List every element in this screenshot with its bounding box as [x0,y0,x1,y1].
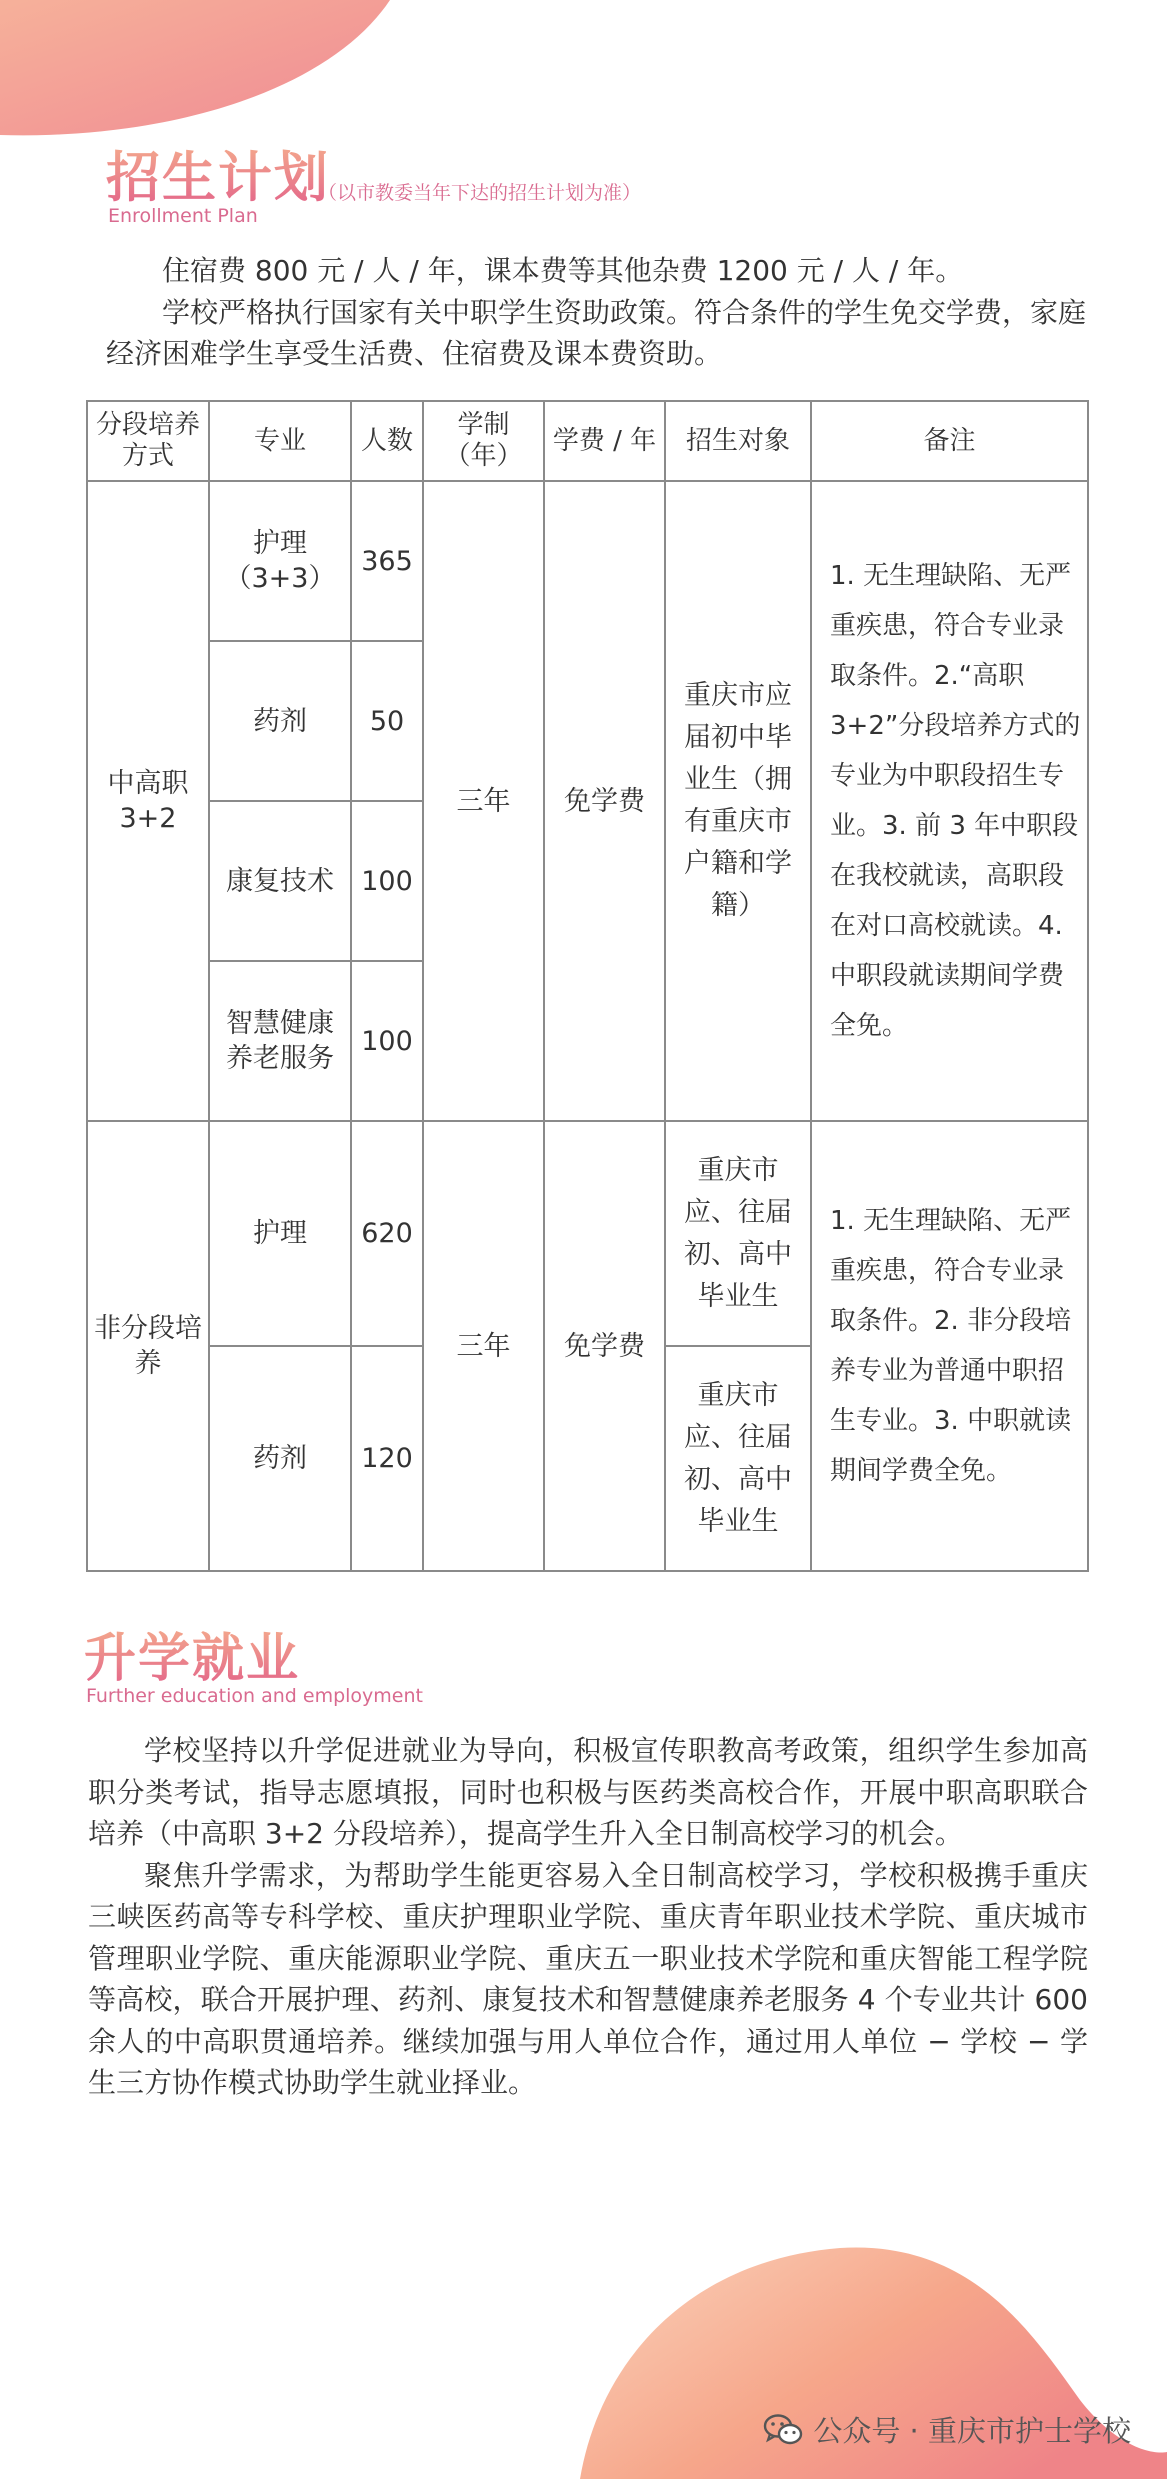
major-cell: 药剂 [209,641,351,801]
further-body [88,1730,1088,2104]
remark-cell: 1. 无生理缺陷、无严重疾患，符合专业录取条件。2.“高职 3+2”分段培养方式的专业为中职段招生专业。3. 前 3 年中职段在我校就读，高职段在对口高校就读。4. 中职段就读期间学费全免。 [811,481,1088,1121]
header-duration: 学制（年） [423,401,544,481]
major-cell: 药剂 [209,1346,351,1571]
count-cell: 620 [351,1121,423,1346]
target-cell: 重庆市应届初中毕业生（拥有重庆市户籍和学籍） [665,481,811,1121]
duration-cell: 三年 [423,1121,544,1571]
enrollment-title-note: （以市教委当年下达的招生计划为准） [318,182,642,204]
header-count: 人数 [351,401,423,481]
enrollment-intro [106,250,1086,375]
target-cell: 重庆市应、往届初、高中毕业生 [665,1121,811,1346]
table-header-row [87,401,1088,481]
enrollment-subtitle: Enrollment Plan [108,205,258,227]
aid-paragraph: 学校严格执行国家有关中职学生资助政策。符合条件的学生免交学费，家庭经济困难学生享受生活费、住宿费及课本费资助。 [106,295,1087,370]
table-row [87,481,1088,641]
further-paragraph: 聚焦升学需求，为帮助学生能更容易入全日制高校学习，学校积极携手重庆三峡医药高等专科学校、重庆护理职业学院、重庆青年职业技术学院、重庆城市管理职业学院、重庆能源职业学院、重庆五一职业技术学院和重庆智能工程学院等高校，联合开展护理、药剂、康复技术和智慧健康养老服务 4 个专业共计 600 余人的中高职贯通培养。继续加强与用人单位合作，通过用人单位 − 学校 − 学生三方协作模式协助学生就业择业。 [88,1858,1088,2099]
header-target: 招生对象 [665,401,811,481]
footer-account [763,2409,1131,2450]
major-cell: 护理 [209,1121,351,1346]
enrollment-title: 招生计划 [106,146,330,209]
top-left-decoration [0,0,400,150]
duration-cell: 三年 [423,481,544,1121]
major-cell: 智慧健康养老服务 [209,961,351,1121]
count-cell: 120 [351,1346,423,1571]
table-row [87,1121,1088,1346]
header-remark: 备注 [811,401,1088,481]
further-paragraph: 学校坚持以升学促进就业为导向，积极宣传职教高考政策，组织学生参加高职分类考试，指导志愿填报，同时也积极与医药类高校合作，开展中职高职联合培养（中高职 3+2 分段培养），提高学生升入全日制高校学习的机会。 [88,1734,1088,1850]
mode-cell: 中高职 3+2 [87,481,209,1121]
fee-paragraph: 住宿费 800 元 / 人 / 年，课本费等其他杂费 1200 元 / 人 / 年。 [162,254,964,287]
footer-text: 公众号 · 重庆市护士学校 [813,2414,1131,2448]
major-cell: 护理（3+3） [209,481,351,641]
wechat-icon [763,2413,803,2447]
count-cell: 100 [351,961,423,1121]
mode-cell: 非分段培养 [87,1121,209,1571]
fee-cell: 免学费 [544,1121,665,1571]
count-cell: 50 [351,641,423,801]
header-fee: 学费 / 年 [544,401,665,481]
enrollment-table [86,400,1089,1572]
target-cell: 重庆市应、往届初、高中毕业生 [665,1346,811,1571]
count-cell: 100 [351,801,423,961]
further-subtitle: Further education and employment [86,1685,423,1707]
remark-cell: 1. 无生理缺陷、无严重疾患，符合专业录取条件。2. 非分段培养专业为普通中职招生专业。3. 中职就读期间学费全免。 [811,1121,1088,1571]
further-title: 升学就业 [84,1629,301,1689]
header-major: 专业 [209,401,351,481]
header-mode: 分段培养方式 [87,401,209,481]
count-cell: 365 [351,481,423,641]
major-cell: 康复技术 [209,801,351,961]
fee-cell: 免学费 [544,481,665,1121]
